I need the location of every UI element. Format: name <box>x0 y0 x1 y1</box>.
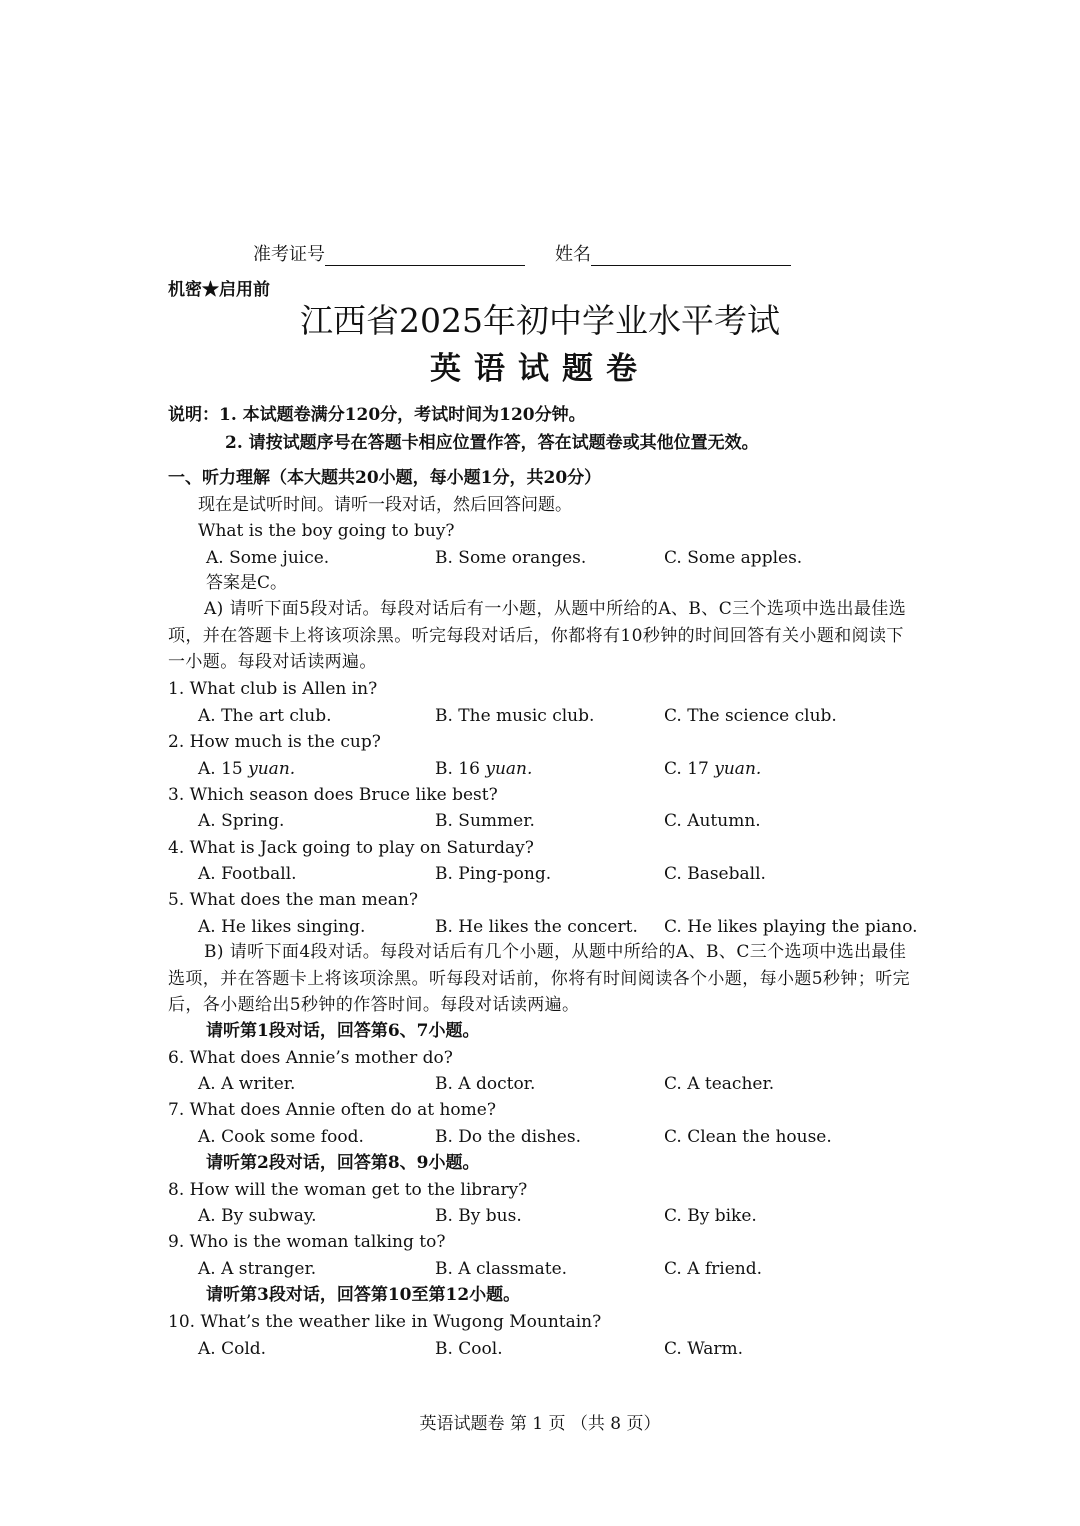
q7-option-a: A. Cook some food. <box>198 1127 364 1147</box>
q5-option-c: C. He likes playing the piano. <box>664 917 918 937</box>
question-10: 10. What’s the weather like in Wugong Mountain? <box>168 1312 602 1332</box>
trial-intro: 现在是试听时间。请听一段对话，然后回答问题。 <box>198 495 572 515</box>
q8-option-b: B. By bus. <box>435 1206 522 1226</box>
q2-option-b: B. 16 yuan. <box>435 759 533 779</box>
q9-option-a: A. A stranger. <box>198 1259 317 1279</box>
q6-option-a: A. A writer. <box>198 1074 296 1094</box>
trial-option-b: B. Some oranges. <box>435 548 587 568</box>
section-heading: 一、听力理解（本大题共20小题，每小题1分，共20分） <box>168 468 602 488</box>
note-2: 2. 请按试题序号在答题卡相应位置作答，答在试题卷或其他位置无效。 <box>225 433 759 453</box>
trial-answer: 答案是C。 <box>206 573 288 593</box>
question-1: 1. What club is Allen in? <box>168 679 378 699</box>
q5-option-b: B. He likes the concert. <box>435 917 638 937</box>
q9-option-c: C. A friend. <box>664 1259 763 1279</box>
q5-option-a: A. He likes singing. <box>198 917 366 937</box>
part-b-instructions: B) 请听下面4段对话。每段对话后有几个小题，从题中所给的A、B、C三个选项中选出最佳选项，并在答题卡上将该项涂黑。听每段对话前，你将有时间阅读各个小题，每小题5秒钟；听完后，各小题给出5秒钟的作答时间。每段对话读两遍。 <box>168 942 911 1015</box>
q2-option-c: C. 17 yuan. <box>664 759 762 779</box>
q10-option-c: C. Warm. <box>664 1339 743 1359</box>
q1-option-c: C. The science club. <box>664 706 837 726</box>
trial-option-a: A. Some juice. <box>206 548 330 568</box>
exam-subtitle: 英语试题卷 <box>430 351 650 387</box>
q1-option-a: A. The art club. <box>198 706 332 726</box>
q3-option-b: B. Summer. <box>435 811 535 831</box>
exam-title: 江西省2025年初中学业水平考试 <box>300 301 780 340</box>
notes-line-1 <box>168 405 586 425</box>
q6-option-b: B. A doctor. <box>435 1074 536 1094</box>
dialogue-1-heading: 请听第1段对话，回答第6、7小题。 <box>206 1021 480 1041</box>
question-3: 3. Which season does Bruce like best? <box>168 785 498 805</box>
confidential-mark: 机密★启用前 <box>168 280 270 300</box>
q6-option-c: C. A teacher. <box>664 1074 775 1094</box>
q4-option-b: B. Ping-pong. <box>435 864 552 884</box>
note-1: 1. 本试题卷满分120分，考试时间为120分钟。 <box>219 405 586 425</box>
dialogue-2-heading: 请听第2段对话，回答第8、9小题。 <box>206 1153 480 1173</box>
candidate-info-line <box>253 240 791 266</box>
notes-label: 说明： <box>168 405 219 425</box>
question-5: 5. What does the man mean? <box>168 890 418 910</box>
q10-option-b: B. Cool. <box>435 1339 503 1359</box>
trial-question: What is the boy going to buy? <box>198 521 455 541</box>
q1-option-b: B. The music club. <box>435 706 595 726</box>
q7-option-c: C. Clean the house. <box>664 1127 832 1147</box>
question-7: 7. What does Annie often do at home? <box>168 1100 496 1120</box>
exam-number-field[interactable] <box>325 245 525 266</box>
question-6: 6. What does Annie’s mother do? <box>168 1048 453 1068</box>
q8-option-a: A. By subway. <box>198 1206 317 1226</box>
q8-option-c: C. By bike. <box>664 1206 757 1226</box>
q3-option-a: A. Spring. <box>198 811 285 831</box>
page-footer: 英语试题卷 第 1 页 （共 8 页） <box>419 1414 661 1434</box>
q7-option-b: B. Do the dishes. <box>435 1127 581 1147</box>
part-a-instructions: A) 请听下面5段对话。每段对话后有一小题，从题中所给的A、B、C三个选项中选出最佳选项，并在答题卡上将该项涂黑。听完每段对话后，你都将有10秒钟的时间回答有关小题和阅读下一小题。每段对话读两遍。 <box>168 599 907 672</box>
q4-option-c: C. Baseball. <box>664 864 766 884</box>
dialogue-3-heading: 请听第3段对话，回答第10至第12小题。 <box>206 1285 521 1305</box>
question-4: 4. What is Jack going to play on Saturday? <box>168 838 534 858</box>
q3-option-c: C. Autumn. <box>664 811 761 831</box>
q10-option-a: A. Cold. <box>198 1339 267 1359</box>
trial-option-c: C. Some apples. <box>664 548 803 568</box>
q2-option-a: A. 15 yuan. <box>198 759 296 779</box>
q9-option-b: B. A classmate. <box>435 1259 568 1279</box>
exam-number-label: 准考证号 <box>253 244 325 265</box>
q4-option-a: A. Football. <box>198 864 297 884</box>
name-label: 姓名 <box>555 244 591 265</box>
question-8: 8. How will the woman get to the library? <box>168 1180 528 1200</box>
question-9: 9. Who is the woman talking to? <box>168 1232 446 1252</box>
name-field[interactable] <box>591 245 791 266</box>
question-2: 2. How much is the cup? <box>168 732 381 752</box>
